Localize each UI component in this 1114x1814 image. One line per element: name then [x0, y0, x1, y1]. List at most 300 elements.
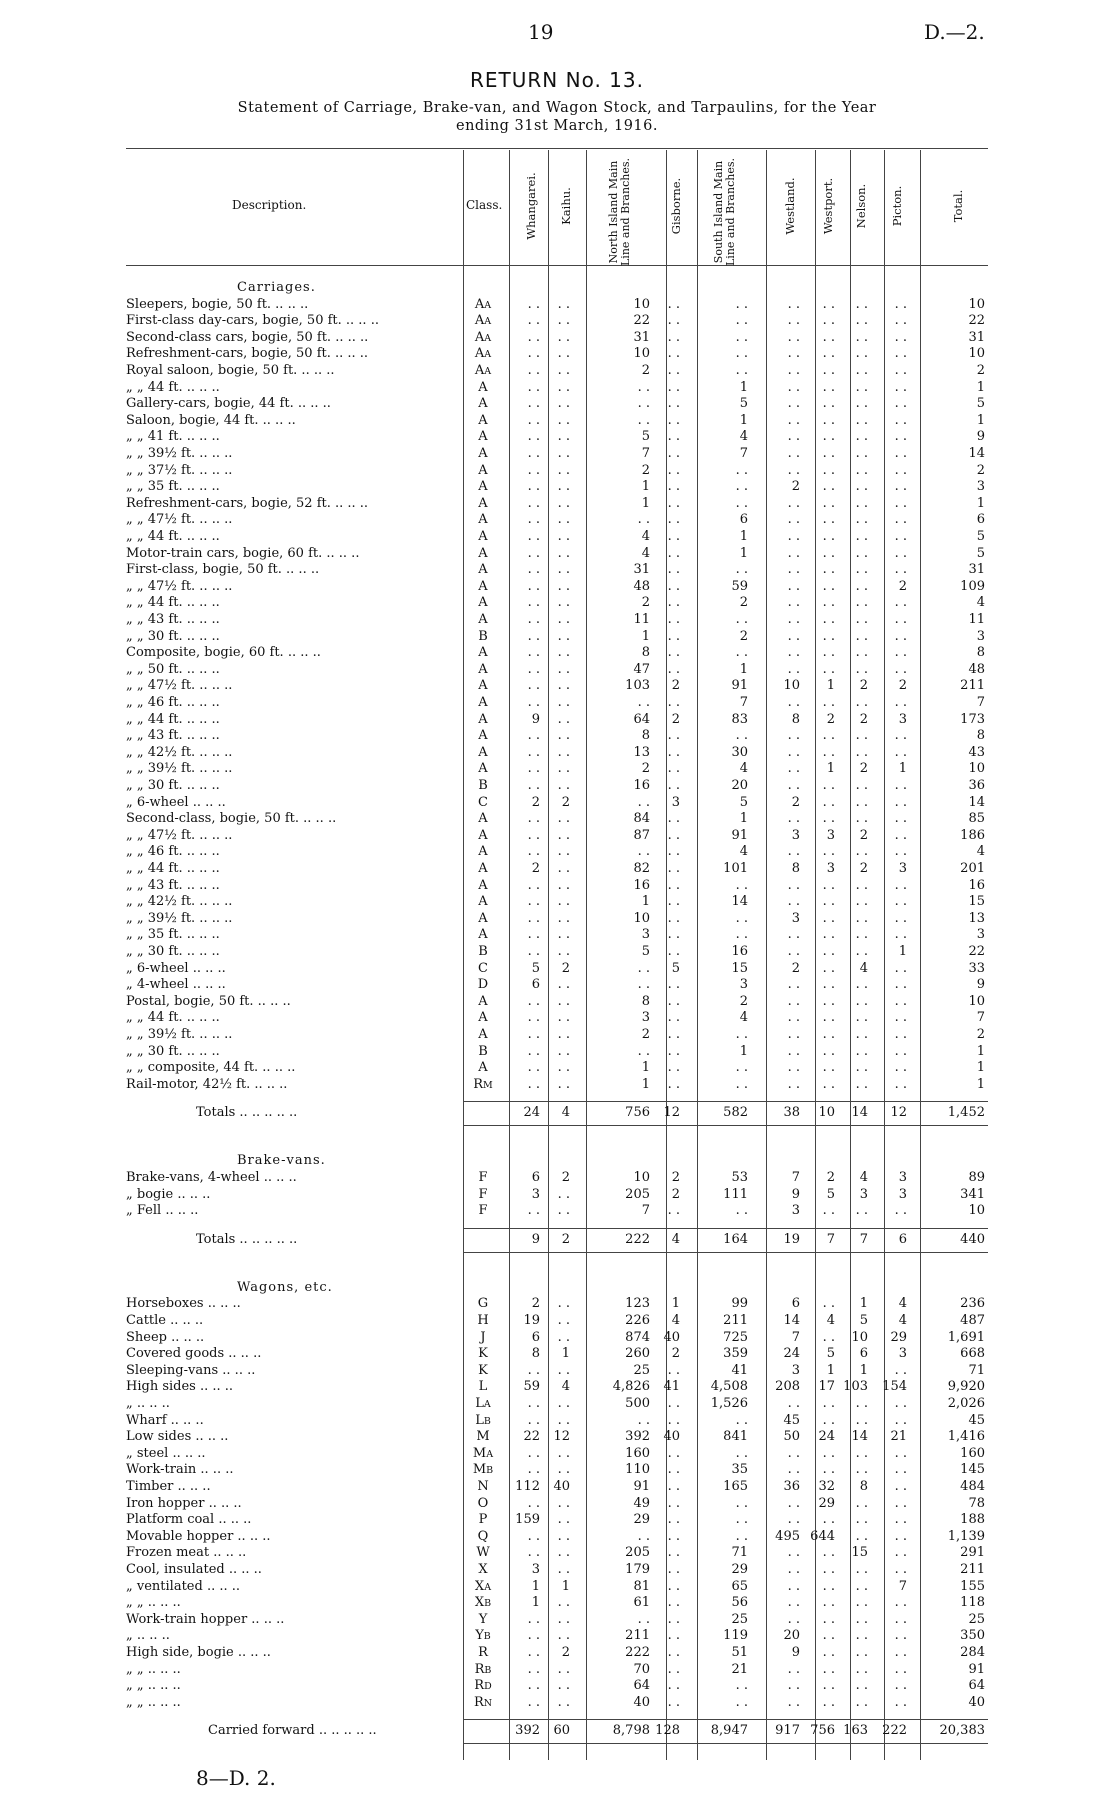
- total-cell: 917: [775, 1723, 800, 1739]
- row-description: Platform coal .. .. ..: [126, 1512, 252, 1528]
- value-cell: . .: [527, 1362, 540, 1378]
- value-cell: 3: [976, 927, 985, 943]
- value-cell: . .: [855, 1396, 868, 1411]
- value-cell: 1: [826, 761, 835, 777]
- row-description: Postal, bogie, 50 ft. .. .. ..: [126, 993, 291, 1009]
- value-cell: 20: [783, 1628, 800, 1644]
- value-cell: 119: [723, 1628, 748, 1644]
- value-cell: 64: [633, 1678, 650, 1694]
- value-cell: . .: [855, 1043, 868, 1059]
- value-cell: 91: [968, 1661, 985, 1677]
- value-cell: . .: [667, 1528, 680, 1544]
- value-cell: 81: [633, 1578, 650, 1594]
- value-cell: . .: [527, 578, 540, 594]
- value-cell: 205: [625, 1545, 650, 1561]
- value-cell: . .: [787, 313, 800, 329]
- value-cell: 841: [723, 1429, 748, 1445]
- table-row: [0, 446, 1114, 463]
- row-description: „ „ 47½ ft. .. .. ..: [126, 678, 233, 694]
- table-row: [0, 712, 1114, 729]
- row-description: „ „ 44 ft. .. .. ..: [126, 529, 220, 544]
- table-row: [0, 595, 1114, 612]
- value-cell: 7: [976, 1010, 985, 1026]
- table-row: [0, 795, 1114, 812]
- value-cell: . .: [787, 379, 800, 395]
- value-cell: 3: [976, 628, 985, 644]
- value-cell: 2: [739, 993, 748, 1009]
- value-cell: . .: [735, 346, 748, 362]
- value-cell: . .: [667, 645, 680, 661]
- value-cell: . .: [735, 877, 748, 893]
- value-cell: 2: [791, 794, 800, 810]
- value-cell: . .: [855, 1578, 868, 1594]
- value-cell: . .: [557, 1186, 570, 1202]
- value-cell: . .: [557, 379, 570, 395]
- total-cell: 756: [810, 1723, 835, 1739]
- value-cell: . .: [667, 1462, 680, 1478]
- value-cell: 65: [731, 1578, 748, 1594]
- value-cell: . .: [527, 1678, 540, 1694]
- row-class: A: [478, 861, 488, 876]
- value-cell: 284: [960, 1645, 985, 1660]
- value-cell: . .: [787, 1611, 800, 1627]
- table-row: [0, 1330, 1114, 1347]
- table-row: [0, 844, 1114, 861]
- value-cell: . .: [637, 512, 650, 528]
- value-cell: 7: [976, 695, 985, 710]
- section-title: Brake-vans.: [237, 1153, 326, 1169]
- row-class: A: [478, 462, 488, 478]
- value-cell: . .: [637, 794, 650, 810]
- row-class: AA: [474, 363, 492, 378]
- row-description: „ steel .. .. ..: [126, 1445, 206, 1461]
- row-class: A: [478, 661, 488, 677]
- value-cell: 1,691: [947, 1329, 985, 1345]
- row-description: „ 4-wheel .. .. ..: [126, 977, 226, 993]
- value-cell: 6: [739, 512, 748, 528]
- row-description: Sheep .. .. ..: [126, 1329, 205, 1345]
- value-cell: 2: [561, 794, 570, 810]
- row-description: „ „ 41 ft. .. .. ..: [126, 429, 220, 445]
- table-row: [0, 1346, 1114, 1363]
- value-cell: 15: [731, 960, 748, 976]
- row-description: Wharf .. .. ..: [126, 1412, 204, 1428]
- value-cell: . .: [527, 661, 540, 677]
- value-cell: . .: [787, 495, 800, 511]
- value-cell: . .: [822, 329, 835, 345]
- row-class: A: [478, 379, 488, 395]
- value-cell: 22: [633, 313, 650, 329]
- value-cell: 1: [641, 894, 650, 910]
- table-row: [0, 313, 1114, 330]
- value-cell: 11: [633, 612, 650, 627]
- row-description: „ .. .. ..: [126, 1628, 170, 1644]
- table-row: [0, 1496, 1114, 1513]
- value-cell: . .: [557, 744, 570, 760]
- value-cell: 2: [531, 794, 540, 810]
- table-row: [0, 778, 1114, 795]
- value-cell: . .: [855, 645, 868, 661]
- value-cell: . .: [557, 1043, 570, 1059]
- value-cell: . .: [894, 495, 907, 511]
- value-cell: 47: [633, 661, 650, 677]
- value-cell: 123: [625, 1296, 650, 1312]
- value-cell: . .: [787, 1512, 800, 1528]
- value-cell: 4: [859, 960, 868, 976]
- value-cell: . .: [527, 678, 540, 694]
- row-class: Q: [477, 1528, 489, 1544]
- value-cell: . .: [527, 346, 540, 362]
- value-cell: . .: [822, 1445, 835, 1461]
- value-cell: 89: [968, 1170, 985, 1185]
- row-class: MA: [472, 1445, 494, 1461]
- value-cell: . .: [527, 1462, 540, 1478]
- value-cell: 12: [553, 1429, 570, 1445]
- row-class: A: [478, 495, 488, 511]
- row-class: A: [478, 545, 488, 561]
- value-cell: . .: [667, 744, 680, 760]
- value-cell: . .: [822, 1027, 835, 1042]
- value-cell: 45: [783, 1412, 800, 1428]
- row-description: Iron hopper .. .. ..: [126, 1495, 242, 1511]
- value-cell: . .: [667, 595, 680, 611]
- value-cell: . .: [527, 761, 540, 777]
- row-description: Sleeping-vans .. .. ..: [126, 1362, 256, 1378]
- value-cell: . .: [787, 578, 800, 594]
- value-cell: . .: [822, 313, 835, 329]
- value-cell: 45: [968, 1412, 985, 1428]
- row-description: „ „ .. .. ..: [126, 1678, 181, 1694]
- row-class: K: [478, 1362, 488, 1378]
- value-cell: . .: [822, 944, 835, 959]
- row-class: A: [478, 1010, 488, 1026]
- value-cell: . .: [735, 1076, 748, 1092]
- row-class: A: [478, 595, 488, 611]
- value-cell: . .: [787, 927, 800, 943]
- value-cell: . .: [527, 927, 540, 943]
- table-row: [0, 1313, 1114, 1330]
- value-cell: . .: [822, 1595, 835, 1611]
- value-cell: . .: [557, 595, 570, 611]
- value-cell: 179: [625, 1562, 650, 1577]
- value-cell: . .: [822, 1512, 835, 1528]
- value-cell: 1: [641, 495, 650, 511]
- table-row: [0, 961, 1114, 978]
- table-row: [0, 1662, 1114, 1679]
- value-cell: . .: [855, 695, 868, 710]
- row-class: A: [478, 728, 488, 744]
- row-description: Gallery-cars, bogie, 44 ft. .. .. ..: [126, 396, 331, 412]
- value-cell: . .: [667, 545, 680, 561]
- row-description: Rail-motor, 42½ ft. .. .. ..: [126, 1076, 288, 1092]
- value-cell: . .: [787, 412, 800, 428]
- value-cell: . .: [557, 363, 570, 378]
- table-row: [0, 1529, 1114, 1546]
- value-cell: . .: [855, 661, 868, 677]
- row-description: „ „ 44 ft. .. .. ..: [126, 379, 220, 395]
- row-description: „ „ 44 ft. .. .. ..: [126, 711, 220, 727]
- value-cell: . .: [822, 910, 835, 926]
- value-cell: . .: [527, 462, 540, 478]
- value-cell: 2: [561, 1645, 570, 1660]
- value-cell: . .: [557, 1396, 570, 1411]
- row-class: K: [478, 1346, 488, 1362]
- value-cell: . .: [667, 379, 680, 395]
- value-cell: . .: [822, 346, 835, 362]
- value-cell: . .: [527, 877, 540, 893]
- value-cell: . .: [527, 1645, 540, 1660]
- value-cell: . .: [894, 1412, 907, 1428]
- table-row: [0, 1512, 1114, 1529]
- table-row: [0, 1545, 1114, 1562]
- value-cell: . .: [855, 296, 868, 312]
- row-description: „ „ 30 ft. .. .. ..: [126, 944, 220, 959]
- row-class: A: [478, 927, 488, 943]
- value-cell: . .: [527, 1010, 540, 1026]
- value-cell: 40: [663, 1429, 680, 1445]
- value-cell: . .: [822, 529, 835, 544]
- row-class: AA: [474, 329, 492, 345]
- table-row: [0, 994, 1114, 1011]
- value-cell: . .: [735, 296, 748, 312]
- value-cell: . .: [527, 827, 540, 843]
- value-cell: . .: [557, 844, 570, 860]
- value-cell: . .: [557, 462, 570, 478]
- total-cell: 8,798: [612, 1723, 650, 1739]
- value-cell: 22: [523, 1429, 540, 1445]
- description-header: Description.: [232, 198, 307, 212]
- value-cell: 64: [633, 711, 650, 727]
- value-cell: . .: [894, 728, 907, 744]
- value-cell: . .: [527, 1396, 540, 1411]
- value-cell: 500: [625, 1396, 650, 1411]
- value-cell: . .: [855, 944, 868, 959]
- value-cell: . .: [557, 811, 570, 827]
- footer-reference: 8—D. 2.: [196, 1766, 276, 1790]
- value-cell: . .: [557, 578, 570, 594]
- total-cell: 582: [723, 1105, 748, 1121]
- value-cell: . .: [735, 645, 748, 661]
- value-cell: . .: [735, 329, 748, 345]
- value-cell: . .: [787, 1661, 800, 1677]
- value-cell: 3: [898, 1170, 907, 1185]
- value-cell: 40: [633, 1694, 650, 1710]
- value-cell: . .: [557, 1562, 570, 1577]
- value-cell: . .: [527, 993, 540, 1009]
- value-cell: . .: [667, 1545, 680, 1561]
- value-cell: 4: [826, 1313, 835, 1328]
- value-cell: 91: [633, 1479, 650, 1494]
- value-cell: . .: [557, 1027, 570, 1042]
- value-cell: . .: [855, 844, 868, 860]
- value-cell: 5: [739, 794, 748, 810]
- value-cell: . .: [527, 1628, 540, 1644]
- value-cell: . .: [557, 562, 570, 578]
- row-class: A: [478, 993, 488, 1009]
- value-cell: 5: [531, 960, 540, 976]
- row-description: „ „ 35 ft. .. .. ..: [126, 927, 220, 943]
- value-cell: 14: [851, 1429, 868, 1445]
- value-cell: . .: [667, 1362, 680, 1378]
- value-cell: . .: [855, 512, 868, 528]
- total-cell: 20,383: [939, 1723, 985, 1739]
- value-cell: . .: [527, 1027, 540, 1042]
- value-cell: . .: [822, 1043, 835, 1059]
- value-cell: . .: [667, 778, 680, 793]
- value-cell: . .: [557, 1528, 570, 1544]
- value-cell: . .: [855, 1611, 868, 1627]
- value-cell: . .: [855, 462, 868, 478]
- value-cell: . .: [667, 844, 680, 860]
- value-cell: 71: [731, 1545, 748, 1561]
- value-cell: 1: [898, 761, 907, 777]
- value-cell: . .: [557, 1512, 570, 1528]
- value-cell: 3: [898, 711, 907, 727]
- value-cell: 21: [731, 1661, 748, 1677]
- value-cell: . .: [557, 1694, 570, 1710]
- table-row: [0, 363, 1114, 380]
- value-cell: . .: [855, 329, 868, 345]
- value-cell: 644: [810, 1528, 835, 1544]
- value-cell: . .: [822, 1296, 835, 1312]
- value-cell: . .: [527, 778, 540, 793]
- value-cell: . .: [855, 1595, 868, 1611]
- value-cell: 1: [739, 811, 748, 827]
- value-cell: 2: [561, 1170, 570, 1185]
- value-cell: . .: [527, 612, 540, 627]
- value-cell: . .: [667, 628, 680, 644]
- value-cell: 188: [960, 1512, 985, 1528]
- value-cell: . .: [822, 728, 835, 744]
- value-cell: . .: [894, 529, 907, 544]
- value-cell: . .: [822, 1010, 835, 1026]
- value-cell: 59: [731, 578, 748, 594]
- value-cell: 103: [625, 678, 650, 694]
- row-description: „ „ .. .. ..: [126, 1595, 181, 1611]
- value-cell: 16: [633, 877, 650, 893]
- value-cell: 1: [859, 1362, 868, 1378]
- value-cell: . .: [894, 1595, 907, 1611]
- row-class: RM: [473, 1076, 493, 1092]
- value-cell: . .: [894, 744, 907, 760]
- total-cell: 1,452: [947, 1105, 985, 1121]
- value-cell: . .: [855, 1628, 868, 1644]
- value-cell: . .: [557, 645, 570, 661]
- value-cell: . .: [527, 844, 540, 860]
- value-cell: . .: [667, 578, 680, 594]
- value-cell: 1: [976, 1076, 985, 1092]
- value-cell: 10: [633, 910, 650, 926]
- value-cell: . .: [667, 894, 680, 910]
- value-cell: 3: [641, 1010, 650, 1026]
- row-description: Cattle .. .. ..: [126, 1313, 204, 1328]
- value-cell: . .: [855, 529, 868, 544]
- value-cell: 2: [561, 960, 570, 976]
- row-class: YB: [475, 1628, 491, 1644]
- row-description: „ „ 30 ft. .. .. ..: [126, 628, 220, 644]
- row-class: LA: [475, 1396, 491, 1411]
- value-cell: 3: [641, 927, 650, 943]
- row-class: C: [478, 794, 488, 810]
- value-cell: 7: [641, 1203, 650, 1219]
- value-cell: . .: [855, 1694, 868, 1710]
- value-cell: . .: [787, 1678, 800, 1694]
- totals-label: Carried forward .. .. .. .. ..: [208, 1723, 377, 1739]
- value-cell: . .: [735, 1694, 748, 1710]
- value-cell: . .: [557, 1545, 570, 1561]
- value-cell: . .: [667, 296, 680, 312]
- table-row: [0, 811, 1114, 828]
- table-row: [0, 546, 1114, 563]
- value-cell: 3: [791, 910, 800, 926]
- value-cell: . .: [787, 1462, 800, 1478]
- value-cell: . .: [735, 1528, 748, 1544]
- value-cell: . .: [787, 993, 800, 1009]
- value-cell: . .: [667, 761, 680, 777]
- value-cell: 10: [633, 296, 650, 312]
- table-row: [0, 297, 1114, 314]
- value-cell: . .: [855, 346, 868, 362]
- row-description: High sides .. .. ..: [126, 1379, 234, 1395]
- value-cell: 2: [859, 711, 868, 727]
- value-cell: 874: [625, 1329, 650, 1345]
- value-cell: 36: [968, 778, 985, 793]
- value-cell: . .: [787, 1445, 800, 1461]
- value-cell: . .: [894, 1611, 907, 1627]
- value-cell: . .: [894, 1043, 907, 1059]
- value-cell: 40: [663, 1329, 680, 1345]
- row-description: „ „ .. .. ..: [126, 1694, 181, 1710]
- value-cell: . .: [787, 363, 800, 378]
- row-class: B: [478, 628, 488, 644]
- row-description: „ „ 44 ft. .. .. ..: [126, 1010, 220, 1026]
- value-cell: . .: [787, 645, 800, 661]
- row-class: B: [478, 944, 488, 959]
- value-cell: 7: [791, 1170, 800, 1185]
- value-cell: . .: [637, 695, 650, 710]
- value-cell: 159: [515, 1512, 540, 1528]
- table-row: [0, 629, 1114, 646]
- value-cell: 1: [826, 678, 835, 694]
- value-cell: . .: [667, 412, 680, 428]
- totals-rule: [463, 1743, 988, 1744]
- row-class: F: [478, 1203, 488, 1219]
- totals-row: [0, 1232, 1114, 1249]
- value-cell: . .: [822, 1694, 835, 1710]
- value-cell: 4: [976, 595, 985, 611]
- value-cell: . .: [855, 1528, 868, 1544]
- row-description: „ „ .. .. ..: [126, 1661, 181, 1677]
- row-class: A: [478, 479, 488, 495]
- value-cell: 71: [968, 1362, 985, 1378]
- value-cell: 87: [633, 827, 650, 843]
- value-cell: 9: [791, 1645, 800, 1660]
- row-description: Refreshment-cars, bogie, 50 ft. .. .. ..: [126, 346, 369, 362]
- value-cell: 41: [663, 1379, 680, 1395]
- value-cell: . .: [787, 1076, 800, 1092]
- value-cell: . .: [557, 1296, 570, 1312]
- value-cell: . .: [787, 545, 800, 561]
- value-cell: . .: [787, 877, 800, 893]
- value-cell: . .: [822, 462, 835, 478]
- value-cell: . .: [894, 844, 907, 860]
- value-cell: . .: [735, 1203, 748, 1219]
- table-row: [0, 479, 1114, 496]
- value-cell: 78: [968, 1495, 985, 1511]
- value-cell: . .: [667, 396, 680, 412]
- value-cell: . .: [855, 363, 868, 378]
- value-cell: 3: [859, 1186, 868, 1202]
